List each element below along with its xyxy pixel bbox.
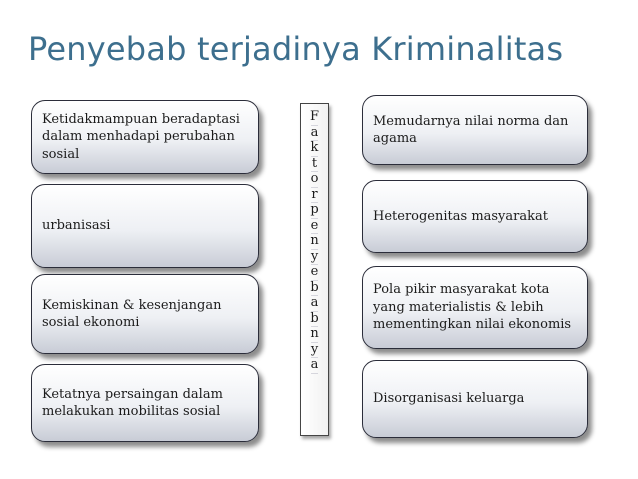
cause-box-8: [362, 360, 588, 438]
factor-label-letter: o: [310, 171, 319, 186]
factor-label-letter: e: [310, 217, 319, 233]
factor-label-letter: a: [310, 295, 319, 310]
factor-label-letter: r: [311, 186, 318, 202]
cause-box-1: [31, 100, 259, 174]
factor-label-letter: n: [310, 326, 319, 341]
cause-box-1-text: Ketidakmampuan beradaptasi dalam menhadapi perubahan sosial: [42, 111, 240, 162]
cause-box-3: [31, 274, 259, 354]
factor-label-box: [300, 103, 329, 436]
factor-label-letter: y: [310, 341, 319, 357]
factor-label-letter: F: [309, 109, 320, 124]
cause-box-5-text: Memudarnya nilai norma dan agama: [373, 113, 569, 146]
cause-box-4-text: Ketatnya persaingan dalam melakukan mobilitas sosial: [42, 386, 223, 419]
cause-box-6: [362, 180, 588, 253]
cause-box-2: [31, 184, 259, 268]
factor-label-letter: a: [310, 124, 319, 140]
factor-label-letter: e: [310, 264, 319, 279]
cause-box-4: [31, 364, 259, 442]
factor-label-letter: y: [310, 248, 319, 264]
factor-label-letter: b: [310, 279, 319, 295]
cause-box-8-text: Disorganisasi keluarga: [373, 391, 525, 407]
cause-box-6-text: Heterogenitas masyarakat: [373, 208, 548, 224]
factor-label-letter: p: [310, 202, 319, 217]
cause-box-7: [362, 266, 588, 349]
factor-label-letter: b: [310, 310, 319, 326]
cause-box-5: [362, 95, 588, 165]
cause-box-2-text: urbanisasi: [42, 218, 111, 234]
factor-label-text: [310, 109, 319, 373]
cause-box-7-text: Pola pikir masyarakat kota yang materialistis & lebih mementingkan nilai ekonomis: [373, 282, 572, 333]
cause-box-3-text: Kemiskinan & kesenjangan sosial ekonomi: [42, 297, 222, 330]
factor-label-letter: k: [310, 140, 319, 155]
factor-label-letter: n: [310, 233, 319, 248]
slide-title: Penyebab terjadinya Kriminalitas: [28, 30, 564, 68]
factor-label-letter: a: [310, 357, 319, 372]
factor-label-letter: t: [311, 155, 318, 171]
